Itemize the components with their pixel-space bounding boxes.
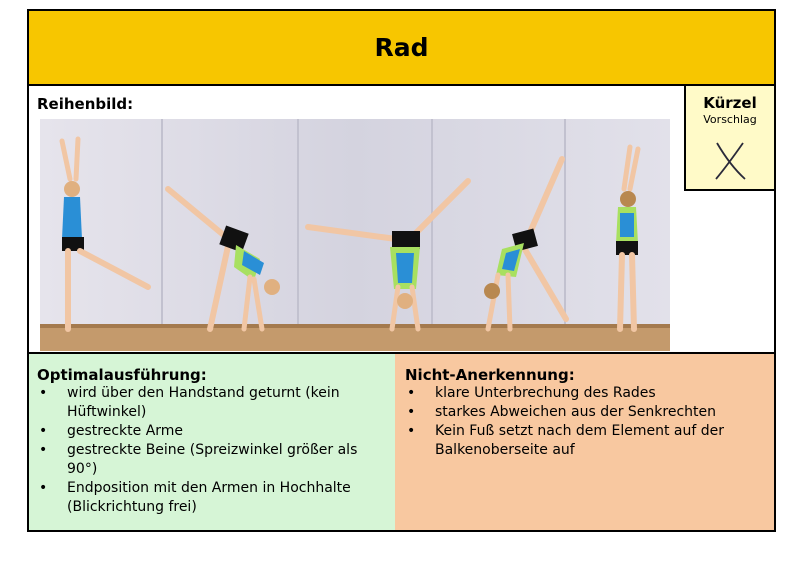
optimal-column (29, 354, 395, 530)
list-item: • gestreckte Arme (37, 422, 387, 441)
nicht-column (395, 354, 774, 530)
kuerzel-subtitle: Vorschlag (703, 113, 757, 126)
list-item: • klare Unterbrechung des Rades (405, 384, 766, 403)
list-item: • wird über den Handstand geturnt (kein Hüftwinkel) (37, 384, 387, 422)
x-mark-icon (714, 141, 748, 181)
title-bar (29, 11, 774, 86)
kuerzel-box (684, 86, 774, 191)
list-item: • Kein Fuß setzt nach dem Element auf der Balkenoberseite auf (405, 422, 766, 460)
list-item: • starkes Abweichen aus der Senkrechten (405, 403, 766, 422)
optimal-list (37, 384, 387, 517)
element-card (27, 9, 776, 532)
list-item: • gestreckte Beine (Spreizwinkel größer als 90°) (37, 441, 387, 479)
list-item: • Endposition mit den Armen in Hochhalte (Blickrichtung frei) (37, 479, 387, 517)
kuerzel-title: Kürzel (703, 94, 757, 112)
sequence-photo (40, 119, 670, 351)
reihenbild-label: Reihenbild: (37, 95, 134, 113)
optimal-heading: Optimalausführung: (37, 366, 207, 384)
element-title: Rad (374, 33, 429, 62)
criteria-section (29, 352, 774, 530)
nicht-heading: Nicht-Anerkennung: (405, 366, 575, 384)
nicht-list (405, 384, 766, 460)
